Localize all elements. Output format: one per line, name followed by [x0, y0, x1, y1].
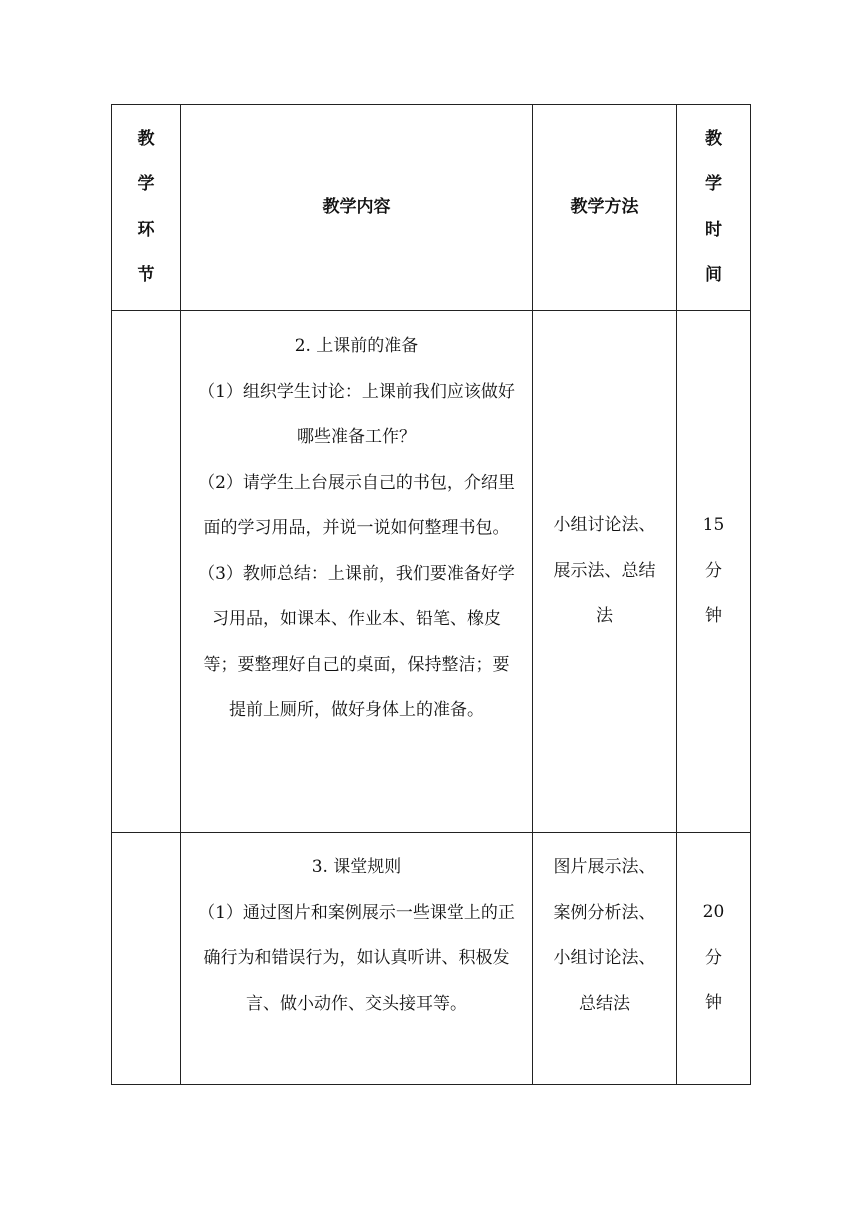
table-header-row: [112, 105, 751, 311]
content-block: [181, 311, 532, 734]
lesson-plan-table: [111, 104, 751, 1085]
method-cell: [533, 311, 677, 833]
content-paragraph: （1）通过图片和案例展示一些课堂上的正确行为和错误行为，如认真听讲、积极发言、做小动作、交头接耳等。: [198, 902, 515, 1014]
content-cell: [181, 833, 533, 1085]
time-text: 20分钟: [702, 902, 725, 1014]
section-cell: [112, 833, 181, 1085]
header-cell-content: [181, 105, 533, 311]
header-cell-method: [533, 105, 677, 311]
section-cell: [112, 311, 181, 833]
method-text: 图片展示法、案例分析法、小组讨论法、总结法: [553, 857, 656, 1014]
content-paragraph: （3）教师总结：上课前，我们要准备好学习用品，如课本、作业本、铅笔、橡皮等；要整理好自己的桌面，保持整洁；要提前上厕所，做好身体上的准备。: [198, 563, 515, 720]
header-cell-time: [677, 105, 751, 311]
content-heading: 3. 课堂规则: [311, 857, 402, 877]
table-row: [112, 833, 751, 1085]
content-paragraph: （2）请学生上台展示自己的书包，介绍里面的学习用品，并说一说如何整理书包。: [198, 472, 515, 538]
content-paragraph: （1）组织学生讨论：上课前我们应该做好哪些准备工作？: [198, 381, 515, 447]
content-cell: [181, 311, 533, 833]
header-content: 教学内容: [322, 196, 391, 217]
time-text: 15分钟: [702, 515, 725, 627]
table-row: [112, 311, 751, 833]
content-block: [181, 833, 532, 1027]
header-cell-section: [112, 105, 181, 311]
content-heading: 2. 上课前的准备: [294, 336, 419, 356]
method-cell: [533, 833, 677, 1085]
time-cell: [677, 833, 751, 1085]
time-cell: [677, 311, 751, 833]
header-time: 教学时间: [705, 128, 722, 285]
header-section: 教学环节: [137, 128, 155, 285]
method-text: 小组讨论法、展示法、总结法: [553, 515, 656, 627]
header-method: 教学方法: [570, 196, 639, 217]
